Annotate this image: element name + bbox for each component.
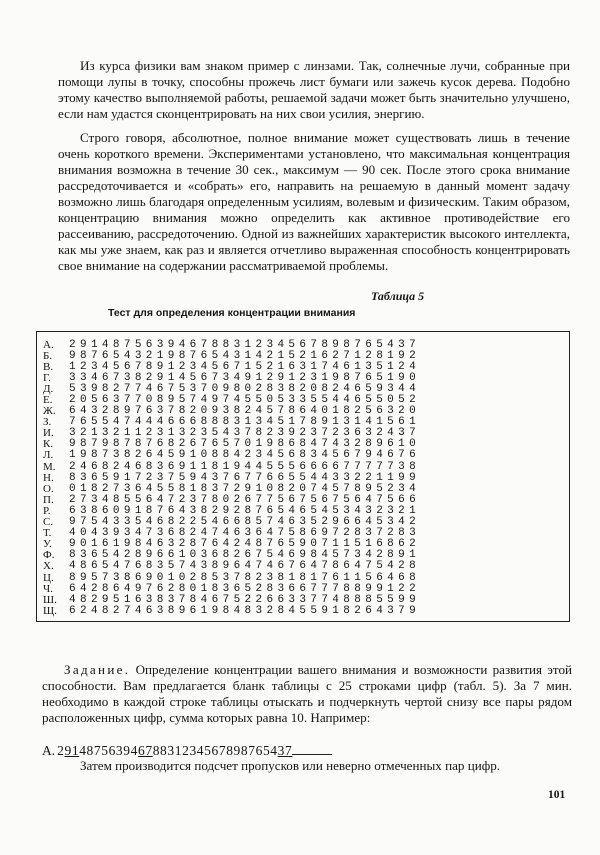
row-label: Г.: [43, 371, 51, 384]
table-row: [43, 406, 565, 417]
row-label: Ж.: [43, 405, 56, 418]
table-row: [43, 439, 565, 450]
row-label: Ц.: [43, 571, 54, 584]
table-row: [43, 561, 565, 572]
row-label: Е.: [43, 394, 53, 407]
row-digits: 19873826459108842345683456794676: [69, 449, 421, 462]
example-digits-1: 2: [57, 743, 65, 758]
row-digits: 83654289661036826754698457342891: [69, 549, 421, 562]
row-label: Р.: [43, 504, 51, 517]
task-heading: Задание.: [64, 662, 131, 677]
row-digits: 76554744466688831345178913141561: [69, 416, 421, 429]
paragraph-attention: Строго говоря, абсолютное, полное внимание может существовать лишь в течение очень короткого времени. Экспериментами установлено, что максимальная концентрация внимания возможна в течение 30 сек., максимум — 90 сек. После этого срока внимание рассредоточивается и «собрать» его, направить на решаемую в данный момент задачу возможно лишь благодаря определенным усилиям, волевым и физическим. Таким образом, концентрацию внимания можно определить как активное противодействие его рассеиванию, рассредоточению. Одной из важнейших характеристик высокого интеллекта, как мы уже знаем, как раз и является отчетливо выраженная способность концентрировать свое внимание на содержании рассматриваемой проблемы.: [58, 130, 570, 273]
row-digits: 98798787682676570198684743289610: [69, 438, 421, 451]
table-row: [43, 505, 565, 516]
example-underlined-pair-2: 67: [138, 743, 153, 758]
table-row: [43, 372, 565, 383]
row-label: Ч.: [43, 582, 53, 595]
table-row: [43, 594, 565, 605]
row-label: Т.: [43, 527, 52, 540]
row-digits: 62482746389619848328455918264379: [69, 604, 421, 617]
table-row: [43, 539, 565, 550]
final-paragraph: Затем производится подсчет пропусков или неверно отмеченных пар цифр.: [80, 758, 501, 773]
table-row: [43, 605, 565, 616]
row-digits: 90161984632876424876590711516862: [69, 538, 421, 551]
row-digits: 40439347368247463647586972837283: [69, 527, 421, 540]
row-digits: 12345678912345671521631746135124: [69, 360, 421, 373]
table-caption: Таблица 5: [371, 289, 425, 303]
table-row: [43, 417, 565, 428]
row-digits: 27348556472378026775675675647566: [69, 493, 421, 506]
table-row: [43, 383, 565, 394]
row-digits: 89573869010285378238181761156468: [69, 571, 421, 584]
table-row: [43, 483, 565, 494]
row-label: С.: [43, 516, 54, 529]
digit-table: [36, 331, 570, 622]
row-digits: 20563770895749745505335544655052: [69, 394, 421, 407]
row-digits: 29148756394678831234567898765437: [69, 338, 421, 351]
row-digits: 48295163837846752266337748885599: [69, 593, 421, 606]
example-underlined-pair-1: 91: [64, 743, 80, 758]
table-row: [43, 339, 565, 350]
table-row: [43, 428, 565, 439]
row-digits: 98765432198765431421521627128192: [69, 349, 421, 362]
table-row: [43, 494, 565, 505]
row-digits: 33467382914567349129123198765190: [69, 371, 421, 384]
row-digits: 32132112313235437823923723632437: [69, 427, 421, 440]
row-label: У.: [43, 538, 52, 551]
example-digits-3: 88312345678987654: [152, 743, 278, 758]
example-label: А.: [42, 743, 56, 758]
row-label: О.: [43, 482, 54, 495]
row-label: М.: [43, 460, 56, 473]
row-label: Н.: [43, 471, 54, 484]
example-digits-2: 48756394: [79, 743, 138, 758]
row-digits: 64328976378209382457864018256320: [69, 405, 421, 418]
row-digits: 48654768357438964746764786475428: [69, 560, 421, 573]
row-digits: 97543354682254668574635296645342: [69, 516, 421, 529]
row-digits: 83659172375943767766554433221199: [69, 471, 421, 484]
table-row: [43, 550, 565, 561]
table-row: [43, 361, 565, 372]
row-label: К.: [43, 438, 54, 451]
row-digits: 24682468369118194455566667777738: [69, 460, 421, 473]
row-label: Д.: [43, 382, 54, 395]
table-row: [43, 450, 565, 461]
table-row: [43, 528, 565, 539]
paragraph-lenses: Из курса физики вам знаком пример с линзами. Так, солнечные лучи, собранные при помощи лупы в точку, способны прожечь лист бумаги или зажечь кусок дерева. Подобно этому качество выполняемой работы, решаемой задачи может быть значительно улучшено, если нам удастся сконцентрировать на них свои усилия, энергию.: [58, 58, 570, 121]
row-label: Л.: [43, 449, 54, 462]
task-text: Определение концентрации вашего внимания и возможности развития этой способности. Вам предлагается бланк таблицы с 25 строками цифр (табл. 5). За 7 мин. необходимо в каждой строке таблицы отыскать и подчеркнуть чертой снизу все пары рядом расположенных цифр, сумма которых равна 10. Например:: [42, 662, 572, 725]
example-row: [42, 742, 332, 759]
page-number: 101: [548, 789, 566, 801]
table-row: [43, 461, 565, 472]
table-row: [43, 572, 565, 583]
row-label: З.: [43, 416, 52, 429]
table-row: [43, 583, 565, 594]
table-row: [43, 517, 565, 528]
row-label: Щ.: [43, 604, 57, 617]
example-underlined-pair-3: 37: [277, 743, 293, 758]
table-title: Тест для определения концентрации внимания: [108, 307, 356, 319]
row-label: Б.: [43, 349, 53, 362]
table-row: [43, 350, 565, 361]
table-row: [43, 472, 565, 483]
row-label: П.: [43, 493, 54, 506]
row-label: Ш.: [43, 593, 57, 606]
row-label: А.: [43, 338, 54, 351]
row-digits: 63860918764382928765465453432321: [69, 504, 421, 517]
row-label: Ф.: [43, 549, 55, 562]
row-digits: 64286497628018365283667778899122: [69, 582, 421, 595]
row-digits: 01827364558183729108207457895234: [69, 482, 421, 495]
example-blank-line: [292, 742, 332, 755]
row-label: В.: [43, 360, 54, 373]
row-label: И.: [43, 427, 54, 440]
row-label: Х.: [43, 560, 54, 573]
task-paragraph: [42, 662, 572, 726]
table-row: [43, 394, 565, 405]
row-digits: 53982774675370980283820824659344: [69, 382, 421, 395]
